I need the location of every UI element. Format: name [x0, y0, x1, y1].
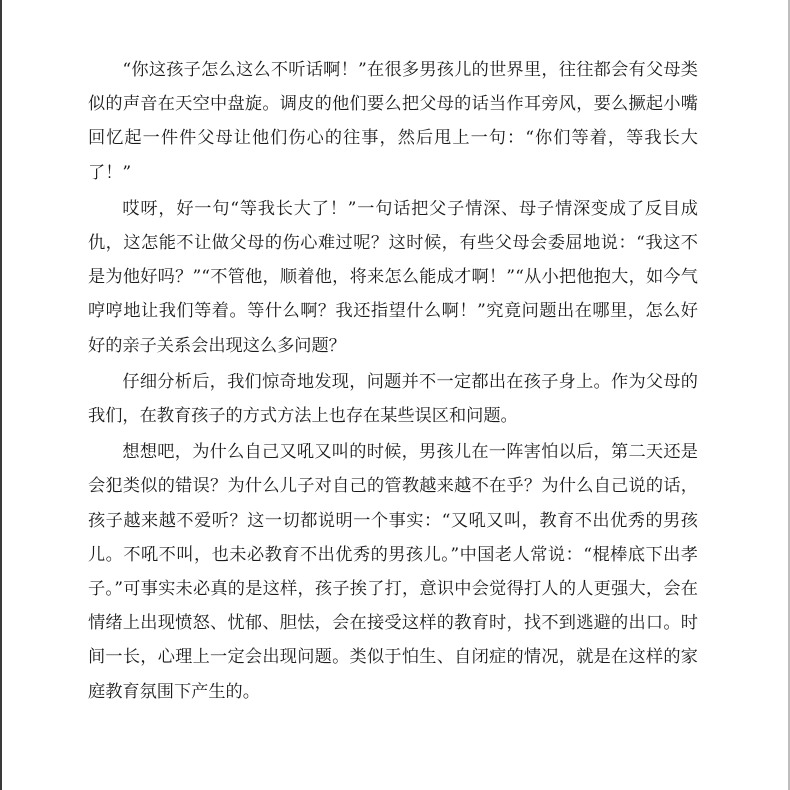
- paragraph-4: 想想吧，为什么自己又吼又叫的时候，男孩儿在一阵害怕以后，第二天还是会犯类似的错误？为什么儿子对自己的管教越来越不在乎？为什么自己说的话，孩子越来越不爱听？这一切都说明一个事实：“又吼又叫，教育不出优秀的男孩儿。不吼不叫，也未必教育不出优秀的男孩儿。”中国老人常说：“棍棒底下出孝子。”可事实未必真的是这样，孩子挨了打，意识中会觉得打人的人更强大，会在情绪上出现愤怒、忧郁、胆怯，会在接受这样的教育时，找不到逃避的出口。时间一长，心理上一定会出现问题。类似于怕生、自闭症的情况，就是在这样的家庭教育氛围下产生的。: [88, 442, 698, 702]
- scan-edge-left: [0, 0, 2, 790]
- paragraph-2: 哎呀，好一句“等我长大了！”一句话把父子情深、母子情深变成了反目成仇，这怎能不让做父母的伤心难过呢？这时候，有些父母会委屈地说：“我这不是为他好吗？”“不管他，顺着他，将来怎么能成才啊！”“从小把他抱大，如今气哼哼地让我们等着。等什么啊？我还指望什么啊！”究竟问题出在哪里，怎么好好的亲子关系会出现这么多问题？: [88, 198, 698, 356]
- paragraph-3: 仔细分析后，我们惊奇地发现，问题并不一定都出在孩子身上。作为父母的我们，在教育孩子的方式方法上也存在某些误区和问题。: [88, 371, 698, 427]
- document-page: [88, 53, 698, 711]
- paragraph-1: “你这孩子怎么这么不听话啊！”在很多男孩儿的世界里，往往都会有父母类似的声音在天空中盘旋。调皮的他们要么把父母的话当作耳旁风，要么撅起小嘴回忆起一件件父母让他们伤心的往事，然后甩上一句：“你们等着，等我长大了！”: [88, 60, 698, 183]
